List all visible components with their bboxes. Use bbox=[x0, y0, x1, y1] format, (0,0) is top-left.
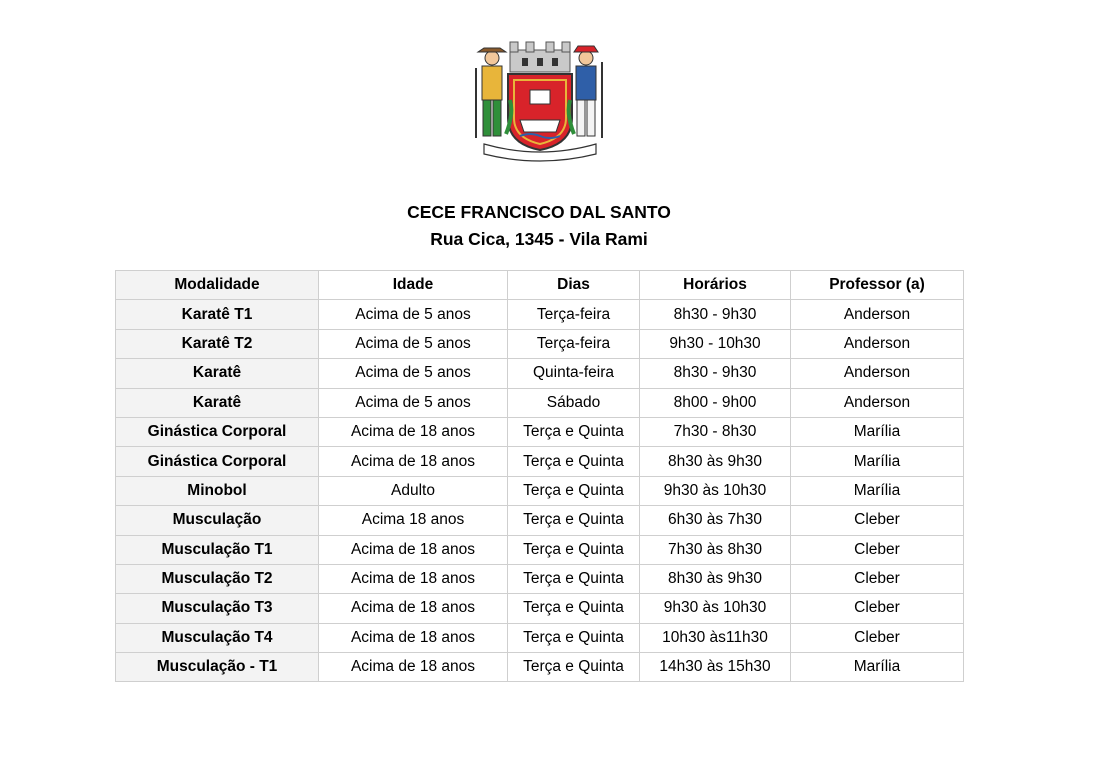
dias-cell: Sábado bbox=[508, 388, 640, 417]
table-row bbox=[116, 417, 964, 446]
professor-cell: Cleber bbox=[791, 564, 964, 593]
table-row bbox=[116, 564, 964, 593]
modalidade-cell: Minobol bbox=[116, 476, 319, 505]
professor-cell: Cleber bbox=[791, 594, 964, 623]
table-row bbox=[116, 506, 964, 535]
table-row bbox=[116, 359, 964, 388]
horarios-cell: 10h30 às11h30 bbox=[640, 623, 791, 652]
professor-cell: Marília bbox=[791, 447, 964, 476]
idade-cell: Acima de 5 anos bbox=[319, 300, 508, 329]
horarios-cell: 8h30 - 9h30 bbox=[640, 300, 791, 329]
table-row bbox=[116, 653, 964, 682]
idade-cell: Acima de 5 anos bbox=[319, 388, 508, 417]
dias-cell: Terça e Quinta bbox=[508, 564, 640, 593]
dias-cell: Terça e Quinta bbox=[508, 506, 640, 535]
dias-cell: Terça e Quinta bbox=[508, 653, 640, 682]
horarios-cell: 7h30 - 8h30 bbox=[640, 417, 791, 446]
modalidade-cell: Ginástica Corporal bbox=[116, 417, 319, 446]
modalidade-cell: Musculação - T1 bbox=[116, 653, 319, 682]
schedule-table bbox=[115, 270, 964, 682]
idade-cell: Acima de 18 anos bbox=[319, 623, 508, 652]
table-row bbox=[116, 388, 964, 417]
header-horarios: Horários bbox=[640, 271, 791, 300]
professor-cell: Anderson bbox=[791, 359, 964, 388]
horarios-cell: 14h30 às 15h30 bbox=[640, 653, 791, 682]
table-row bbox=[116, 447, 964, 476]
table-row bbox=[116, 594, 964, 623]
dias-cell: Terça-feira bbox=[508, 300, 640, 329]
header-idade: Idade bbox=[319, 271, 508, 300]
dias-cell: Terça e Quinta bbox=[508, 535, 640, 564]
professor-cell: Cleber bbox=[791, 535, 964, 564]
professor-cell: Marília bbox=[791, 476, 964, 505]
header-dias: Dias bbox=[508, 271, 640, 300]
municipal-crest bbox=[470, 38, 610, 166]
professor-cell: Marília bbox=[791, 653, 964, 682]
idade-cell: Acima de 18 anos bbox=[319, 564, 508, 593]
professor-cell: Cleber bbox=[791, 506, 964, 535]
idade-cell: Acima de 18 anos bbox=[319, 535, 508, 564]
address: Rua Cica, 1345 - Vila Rami bbox=[430, 229, 648, 249]
dias-cell: Quinta-feira bbox=[508, 359, 640, 388]
professor-cell: Marília bbox=[791, 417, 964, 446]
horarios-cell: 8h00 - 9h00 bbox=[640, 388, 791, 417]
table-row bbox=[116, 300, 964, 329]
table-header-row bbox=[116, 271, 964, 300]
dias-cell: Terça e Quinta bbox=[508, 594, 640, 623]
dias-cell: Terça e Quinta bbox=[508, 476, 640, 505]
header-professor: Professor (a) bbox=[791, 271, 964, 300]
dias-cell: Terça e Quinta bbox=[508, 417, 640, 446]
modalidade-cell: Musculação T1 bbox=[116, 535, 319, 564]
horarios-cell: 8h30 às 9h30 bbox=[640, 564, 791, 593]
idade-cell: Acima 18 anos bbox=[319, 506, 508, 535]
horarios-cell: 7h30 às 8h30 bbox=[640, 535, 791, 564]
idade-cell: Acima de 5 anos bbox=[319, 359, 508, 388]
table-row bbox=[116, 476, 964, 505]
idade-cell: Adulto bbox=[319, 476, 508, 505]
horarios-cell: 6h30 às 7h30 bbox=[640, 506, 791, 535]
professor-cell: Cleber bbox=[791, 623, 964, 652]
idade-cell: Acima de 18 anos bbox=[319, 653, 508, 682]
modalidade-cell: Musculação bbox=[116, 506, 319, 535]
crest-emblem-icon bbox=[470, 38, 610, 166]
horarios-cell: 9h30 às 10h30 bbox=[640, 594, 791, 623]
table-row bbox=[116, 535, 964, 564]
idade-cell: Acima de 18 anos bbox=[319, 447, 508, 476]
professor-cell: Anderson bbox=[791, 388, 964, 417]
header-modalidade: Modalidade bbox=[116, 271, 319, 300]
dias-cell: Terça e Quinta bbox=[508, 623, 640, 652]
horarios-cell: 8h30 - 9h30 bbox=[640, 359, 791, 388]
modalidade-cell: Musculação T4 bbox=[116, 623, 319, 652]
idade-cell: Acima de 5 anos bbox=[319, 329, 508, 358]
horarios-cell: 9h30 - 10h30 bbox=[640, 329, 791, 358]
modalidade-cell: Karatê T1 bbox=[116, 300, 319, 329]
modalidade-cell: Musculação T3 bbox=[116, 594, 319, 623]
modalidade-cell: Karatê bbox=[116, 388, 319, 417]
page-title: CECE FRANCISCO DAL SANTO bbox=[407, 202, 671, 222]
professor-cell: Anderson bbox=[791, 329, 964, 358]
dias-cell: Terça e Quinta bbox=[508, 447, 640, 476]
idade-cell: Acima de 18 anos bbox=[319, 594, 508, 623]
idade-cell: Acima de 18 anos bbox=[319, 417, 508, 446]
modalidade-cell: Ginástica Corporal bbox=[116, 447, 319, 476]
professor-cell: Anderson bbox=[791, 300, 964, 329]
modalidade-cell: Musculação T2 bbox=[116, 564, 319, 593]
table-row bbox=[116, 329, 964, 358]
dias-cell: Terça-feira bbox=[508, 329, 640, 358]
modalidade-cell: Karatê T2 bbox=[116, 329, 319, 358]
horarios-cell: 8h30 às 9h30 bbox=[640, 447, 791, 476]
horarios-cell: 9h30 às 10h30 bbox=[640, 476, 791, 505]
table-body bbox=[116, 300, 964, 682]
modalidade-cell: Karatê bbox=[116, 359, 319, 388]
table-row bbox=[116, 623, 964, 652]
header bbox=[0, 199, 1078, 253]
